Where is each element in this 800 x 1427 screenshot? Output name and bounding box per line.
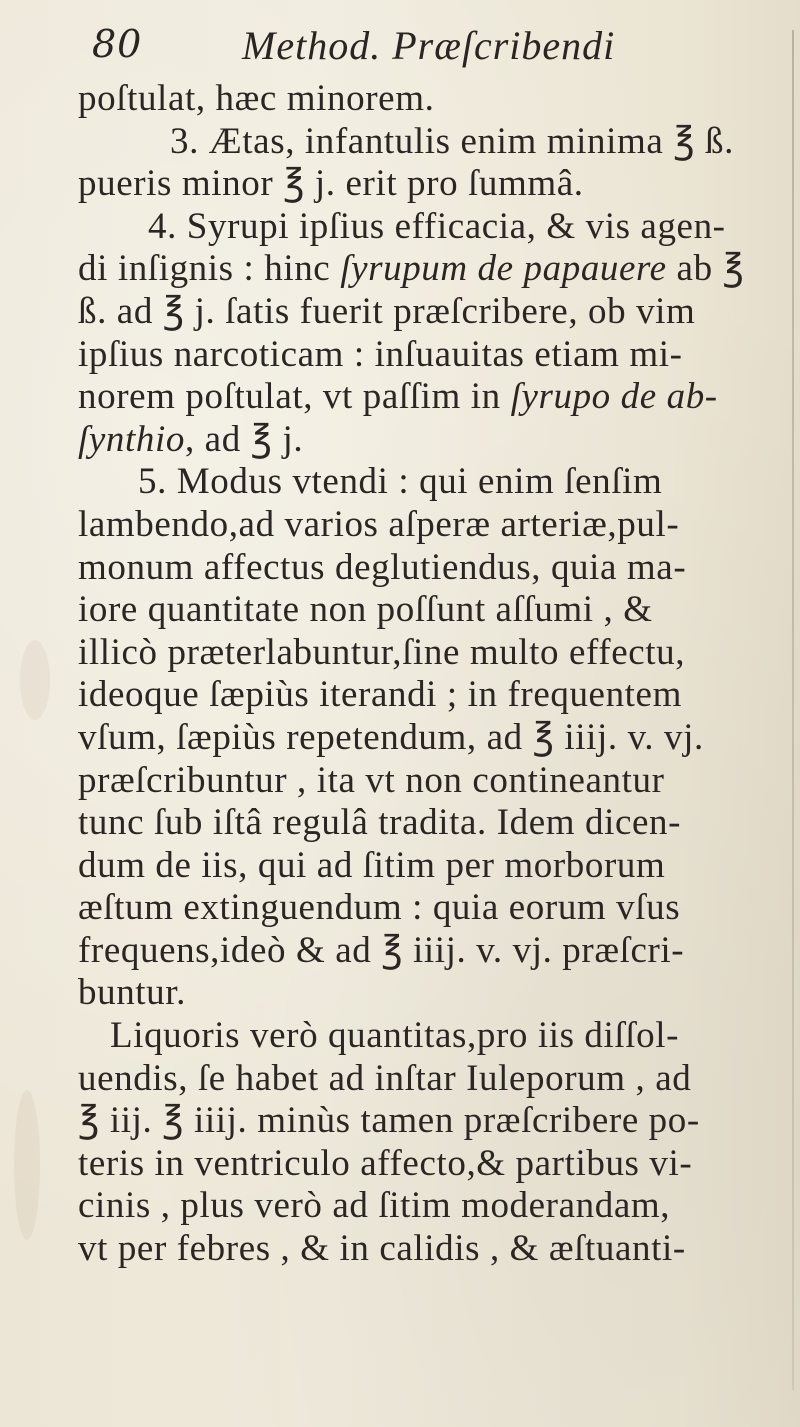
text-segment: norem poſtulat, vt paſſim in (78, 376, 511, 418)
text-line (78, 376, 778, 419)
text-line (78, 1015, 778, 1058)
text-segment: ab ℥ (666, 248, 745, 290)
text-segment: æſtum extinguendum : quia eorum vſus (78, 887, 681, 929)
text-line (78, 1228, 778, 1271)
text-segment: lambendo,ad varios aſperæ arteriæ,pul- (78, 503, 680, 545)
italic-segment: ſyrupo de ab- (510, 376, 718, 418)
text-segment: di inſignis : hinc (78, 248, 341, 290)
text-segment: dum de iis, qui ad ſitim per morborum (78, 844, 666, 886)
text-segment: buntur. (78, 972, 187, 1014)
text-line (78, 674, 778, 717)
text-segment: teris in ventriculo affecto,& partibus vi- (78, 1142, 693, 1184)
text-segment: Liquoris verò quantitas,pro iis diſſol- (110, 1015, 680, 1057)
text-line (78, 802, 778, 845)
text-segment: ℥ iij. ℥ iiij. minùs tamen præſcribere po- (78, 1100, 700, 1142)
text-line (78, 1185, 778, 1228)
body-text (78, 78, 778, 1271)
page-edge-shadow (792, 30, 794, 1390)
text-line (78, 163, 778, 206)
text-segment: poſtulat, hæc minorem. (78, 78, 435, 119)
text-line (78, 589, 778, 632)
text-line (78, 845, 778, 888)
text-line (78, 1100, 778, 1143)
text-line (78, 887, 778, 930)
text-segment: ideoque ſæpiùs iterandi ; in frequentem (78, 674, 682, 716)
text-segment: vt per febres , & in calidis , & æſtuanti- (78, 1228, 686, 1270)
text-segment: cinis , plus verò ad ſitim moderandam, (78, 1185, 671, 1227)
paper-stain (20, 640, 50, 720)
text-segment: 4. Syrupi ipſius efficacia, & vis agen- (148, 205, 726, 247)
text-line (78, 419, 778, 462)
text-line (78, 632, 778, 675)
text-segment: 3. Ætas, infantulis enim minima ℥ ß. (170, 120, 735, 162)
text-line (78, 1058, 778, 1101)
text-line (78, 547, 778, 590)
text-line (78, 248, 778, 291)
running-title: Method. Præſcribendi (242, 23, 616, 68)
page-number: 80 (92, 22, 143, 66)
text-line (78, 78, 778, 121)
text-line (78, 461, 778, 504)
paper-stain (14, 1090, 40, 1240)
page-header (92, 20, 692, 80)
text-line (78, 206, 778, 249)
text-line (78, 334, 778, 377)
text-line (78, 972, 778, 1015)
italic-segment: ſyrupum de papauere (340, 248, 667, 290)
text-segment: frequens,ideò & ad ℥ iiij. v. vj. præſcri- (78, 929, 685, 971)
text-line (78, 1143, 778, 1186)
text-segment: illicò præterlabuntur,ſine multo effectu, (78, 631, 686, 673)
text-line (78, 504, 778, 547)
text-segment: ipſius narcoticam : inſuauitas etiam mi- (78, 333, 683, 375)
text-segment: tunc ſub iſtâ regulâ tradita. Idem dicen- (78, 802, 682, 844)
text-segment: monum affectus deglutiendus, quia ma- (78, 546, 687, 588)
text-line (78, 930, 778, 973)
text-segment: vſum, ſæpiùs repetendum, ad ℥ iiij. v. vj. (78, 716, 704, 758)
text-line (78, 121, 778, 164)
italic-segment: ſynthio (78, 418, 185, 460)
text-segment: præſcribuntur , ita vt non contineantur (78, 759, 665, 801)
text-segment: iore quantitate non poſſunt aſſumi , & (78, 589, 653, 631)
text-line (78, 717, 778, 760)
text-line (78, 291, 778, 334)
text-line (78, 760, 778, 803)
text-segment: , ad ℥ j. (184, 418, 304, 460)
text-segment: ß. ad ℥ j. ſatis fuerit præſcribere, ob vim (78, 290, 696, 332)
text-segment: uendis, ſe habet ad inſtar Iuleporum , ad (78, 1057, 692, 1099)
text-segment: pueris minor ℥ j. erit pro ſummâ. (78, 163, 584, 205)
text-segment: 5. Modus vtendi : qui enim ſenſim (138, 461, 663, 503)
